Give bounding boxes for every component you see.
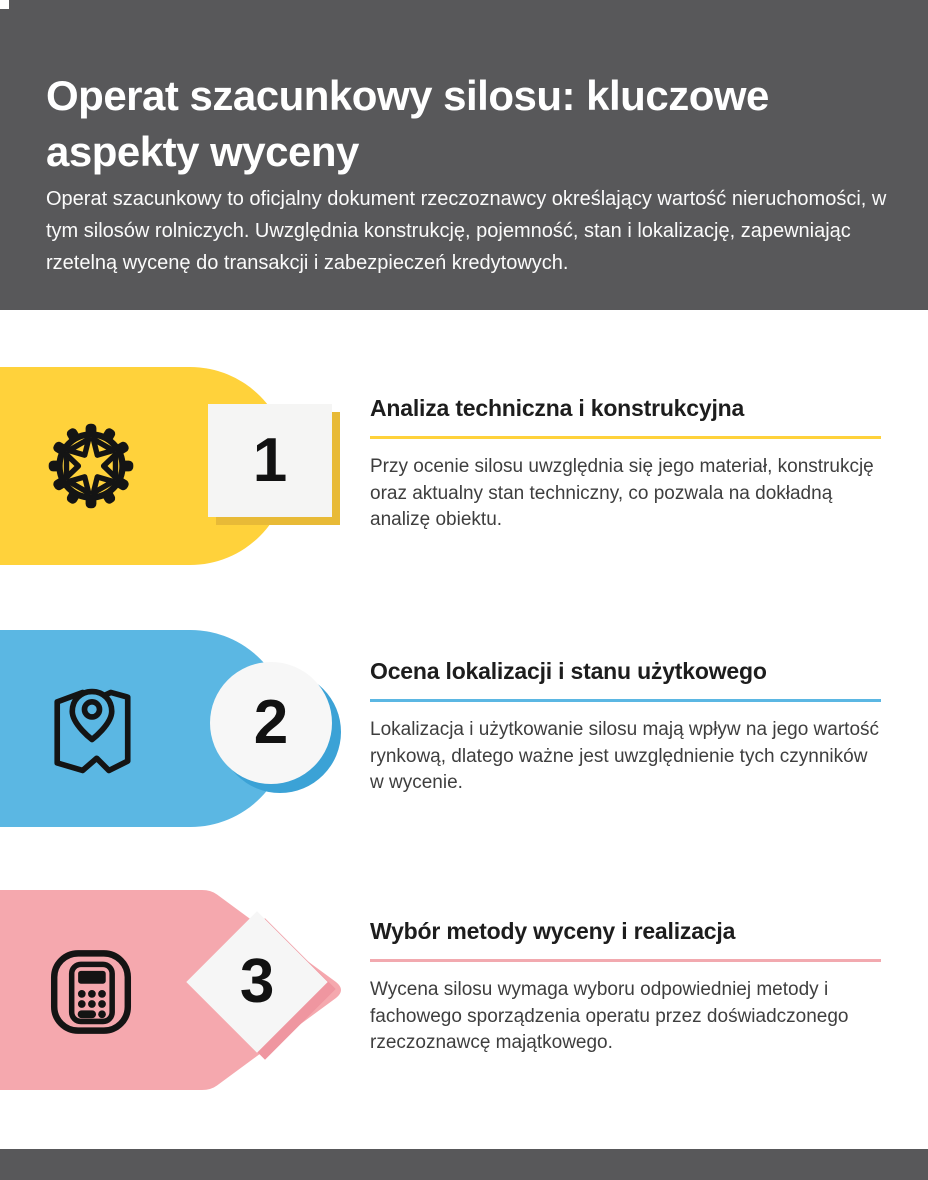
step-1-number: 1 — [252, 425, 288, 495]
step-1-number-badge — [208, 404, 332, 517]
step-3-description: Wycena silosu wymaga wyboru odpowiedniej metody i fachowego sporządzenia operatu przez doświadczonego rzeczoznawcę majątkowego. — [370, 979, 849, 1053]
step-3-section — [0, 890, 928, 1090]
calculator-icon — [45, 946, 137, 1038]
page-title: Operat szacunkowy silosu: kluczowe aspekty wyceny — [46, 72, 769, 176]
step-2-section — [0, 630, 928, 827]
step-2-title: Ocena lokalizacji i stanu użytkowego — [370, 658, 767, 684]
step-2-content — [370, 658, 885, 797]
step-1-description: Przy ocenie silosu uwzględnia się jego materiał, konstrukcję oraz aktualny stan techniczny, co pozwala na dokładną analizę obiektu. — [370, 456, 874, 530]
step-3-divider — [370, 959, 881, 962]
step-2-number-badge — [210, 662, 332, 784]
step-3-number: 3 — [239, 946, 275, 1016]
header-banner — [0, 0, 928, 310]
step-1-content — [370, 395, 885, 534]
step-1-title: Analiza techniczna i konstrukcyjna — [370, 395, 745, 421]
step-3-content — [370, 918, 885, 1057]
step-1-section — [0, 367, 928, 565]
gear-icon — [46, 421, 136, 511]
step-2-number: 2 — [253, 688, 289, 757]
corner-notch — [0, 0, 9, 9]
page-description: Operat szacunkowy to oficjalny dokument rzeczoznawcy określający wartość nieruchomości, w tym silosów rolniczych. Uwzględnia konstrukcję, pojemność, stan i lokalizację, zapewniając rzetelną wycenę do transakcji i zabezpieczeń kredytowych. — [46, 188, 887, 274]
step-2-description: Lokalizacja i użytkowanie silosu mają wpływ na jego wartość rynkową, dlatego ważne jest uwzględnienie tych czynników w wycenie. — [370, 719, 880, 793]
footer-bar — [0, 1149, 928, 1180]
step-2-divider — [370, 699, 881, 702]
step-3-title: Wybór metody wyceny i realizacja — [370, 918, 736, 944]
step-1-divider — [370, 436, 881, 439]
map-pin-icon — [45, 684, 139, 778]
